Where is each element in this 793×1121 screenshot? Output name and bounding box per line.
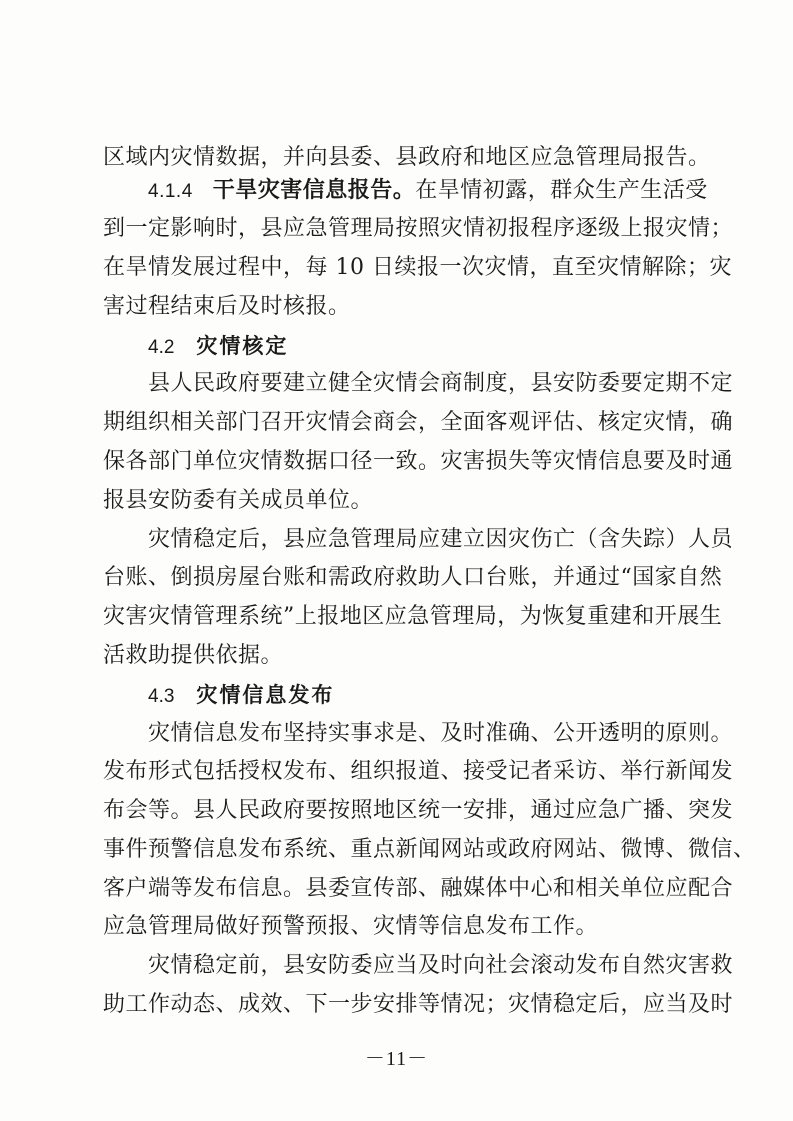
paragraph-line: 保各部门单位灾情数据口径一致。灾害损失等灾情信息要及时通	[103, 449, 734, 474]
paragraph-line: 害过程结束后及时核报。	[103, 294, 351, 319]
paragraph-line: 发布形式包括授权发布、组织报道、接受记者采访、举行新闻发	[103, 759, 734, 784]
section-heading-4-3	[148, 680, 334, 712]
paragraph-line: 台账、倒损房屋台账和需政府救助人口台账，并通过“国家自然	[103, 565, 723, 590]
page-number: －11－	[364, 1048, 429, 1070]
section-number: 4.3	[148, 686, 175, 707]
paragraph-line: 县人民政府要建立健全灾情会商制度，县安防委要定期不定	[148, 371, 734, 396]
section-4-1-4-line-1	[148, 176, 708, 207]
paragraph-text: 在旱情初露，群众生产生活受	[415, 178, 708, 203]
section-number: 4.1.4	[148, 181, 193, 202]
paragraph-line: 灾情稳定后，县应急管理局应建立因灾伤亡（含失踪）人员	[148, 527, 734, 552]
paragraph-line: 事件预警信息发布系统、重点新闻网站或政府网站、微博、微信、	[103, 837, 756, 862]
paragraph-line: 客户端等发布信息。县委宣传部、融媒体中心和相关单位应配合	[103, 876, 734, 901]
paragraph-line: 到一定影响时，县应急管理局按照灾情初报程序逐级上报灾情；	[103, 216, 734, 241]
paragraph-line: 报县安防委有关成员单位。	[103, 488, 374, 513]
section-title: 干旱灾害信息报告。	[212, 178, 416, 203]
section-title: 灾情核定	[196, 334, 289, 358]
section-title: 灾情信息发布	[196, 683, 335, 707]
paragraph-line: 活救助提供依据。	[103, 643, 284, 668]
paragraph-line: 灾害灾情管理系统”上报地区应急管理局，为恢复重建和开展生	[103, 604, 723, 629]
paragraph-line: 期组织相关部门召开灾情会商会，全面客观评估、核定灾情，确	[103, 410, 734, 435]
paragraph-line: 助工作动态、成效、下一步安排等情况；灾情稳定后，应当及时	[103, 992, 734, 1017]
paragraph-line: 在旱情发展过程中，每 10 日续报一次灾情，直至灾情解除；灾	[103, 255, 732, 280]
paragraph-line: 布会等。县人民政府要按照地区统一安排，通过应急广播、突发	[103, 798, 734, 823]
paragraph-line: 灾情稳定前，县安防委应当及时向社会滚动发布自然灾害救	[148, 953, 734, 978]
section-number: 4.2	[148, 337, 175, 358]
paragraph-line: 应急管理局做好预警预报、灾情等信息发布工作。	[103, 914, 599, 939]
section-heading-4-2	[148, 331, 288, 363]
paragraph-line: 灾情信息发布坚持实事求是、及时准确、公开透明的原则。	[148, 721, 734, 746]
paragraph-line: 区域内灾情数据，并向县委、县政府和地区应急管理局报告。	[103, 145, 711, 170]
